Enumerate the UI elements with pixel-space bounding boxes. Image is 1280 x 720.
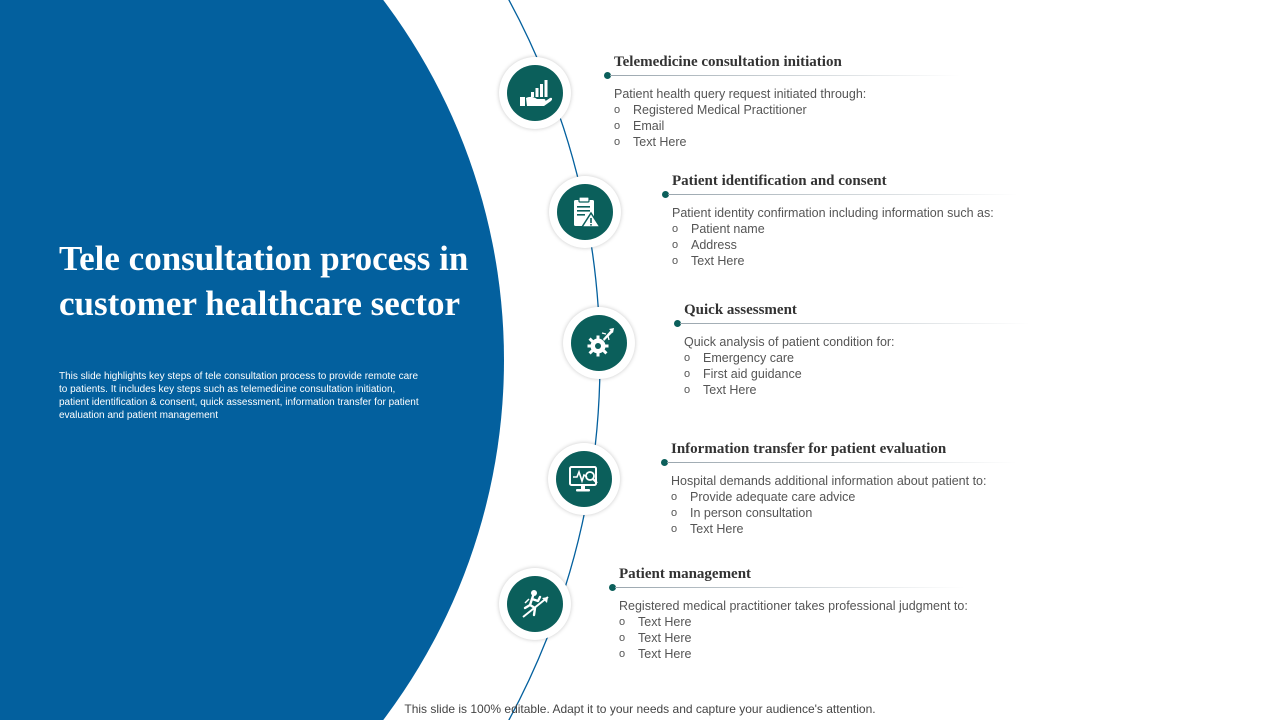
list-item: o Text Here — [684, 383, 757, 397]
list-item: o Provide adequate care advice — [671, 490, 856, 504]
step-4 — [661, 440, 1081, 537]
step-divider — [661, 459, 1081, 467]
step-4-icon-circle — [548, 443, 620, 515]
slide-description: This slide highlights key steps of tele consultation process to provide remote care to patients. It includes key steps such as telemedicine consultation initiation, patient identification & consent, quick assessment, information transfer for patient evaluation and patient management — [59, 371, 419, 421]
slide-title: Tele consultation process in customer healthcare sector — [59, 239, 469, 323]
step-divider — [674, 320, 1094, 328]
list-item: o Email — [614, 119, 665, 133]
step-title: Information transfer for patient evaluation — [671, 441, 947, 457]
list-item: o First aid guidance — [684, 367, 802, 381]
hand-holding-chart-icon — [517, 75, 553, 111]
step-title: Patient identification and consent — [672, 173, 887, 189]
list-item: o Text Here — [671, 522, 744, 536]
step-intro: Registered medical practitioner takes professional judgment to: — [619, 599, 968, 613]
step-title: Quick assessment — [684, 302, 797, 318]
list-item: o Text Here — [619, 647, 692, 661]
step-divider — [604, 72, 1024, 80]
blue-panel — [0, 0, 504, 720]
monitor-magnifier-icon — [566, 461, 602, 497]
step-list — [619, 614, 1029, 662]
list-item: o Registered Medical Practitioner — [614, 103, 807, 117]
step-1 — [604, 53, 1024, 150]
step-intro: Patient identity confirmation including information such as: — [672, 206, 994, 220]
step-1-icon-circle — [499, 57, 571, 129]
list-item: o Text Here — [619, 631, 692, 645]
list-item: o Text Here — [614, 135, 687, 149]
step-list — [614, 102, 1024, 150]
step-intro: Hospital demands additional information about patient to: — [671, 474, 987, 488]
step-3-icon-circle — [563, 307, 635, 379]
step-2 — [662, 172, 1082, 269]
list-item: o Text Here — [619, 615, 692, 629]
list-item: o Address — [672, 238, 737, 252]
list-item: o In person consultation — [671, 506, 813, 520]
clipboard-warning-icon — [567, 194, 603, 230]
step-5 — [609, 565, 1029, 662]
step-title: Patient management — [619, 566, 752, 582]
step-3 — [674, 301, 1094, 398]
gear-rocket-icon — [581, 325, 617, 361]
step-divider — [609, 584, 1029, 592]
step-divider — [662, 191, 1082, 199]
step-list — [671, 489, 1081, 537]
step-title: Telemedicine consultation initiation — [614, 54, 842, 70]
list-item: o Patient name — [672, 222, 765, 236]
step-5-icon-circle — [499, 568, 571, 640]
list-item: o Emergency care — [684, 351, 795, 365]
footer-note: This slide is 100% editable. Adapt it to your needs and capture your audience's attention. — [404, 702, 876, 716]
step-list — [684, 350, 1094, 398]
step-2-icon-circle — [549, 176, 621, 248]
step-intro: Patient health query request initiated through: — [614, 87, 867, 101]
step-list — [672, 221, 1082, 269]
list-item: o Text Here — [672, 254, 745, 268]
person-climbing-arrow-icon — [517, 586, 553, 622]
step-intro: Quick analysis of patient condition for: — [684, 335, 895, 349]
